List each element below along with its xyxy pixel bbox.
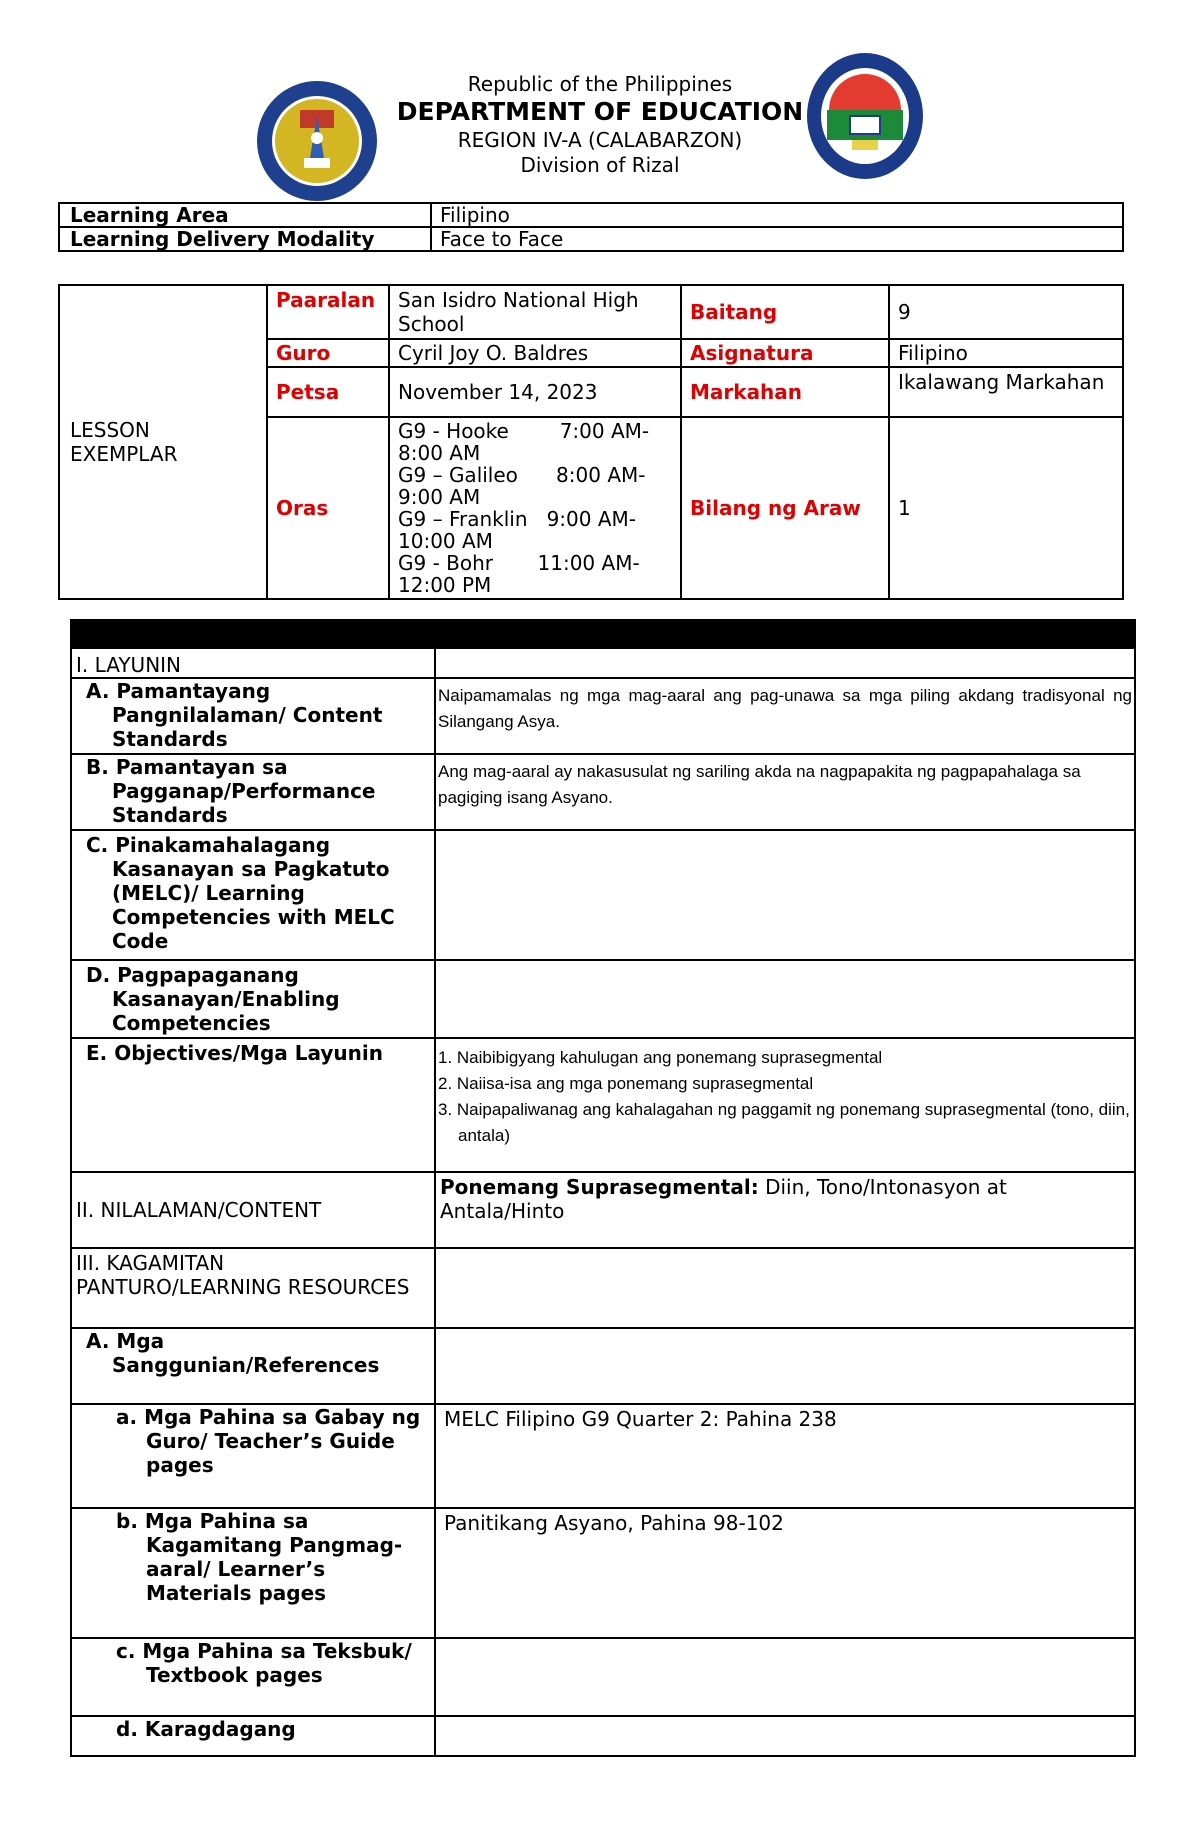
- teachers-guide-label: [76, 1405, 430, 1477]
- nilalaman-details: Diin, Tono/Intonasyon at Antala/Hinto: [440, 1175, 1007, 1223]
- markahan-label: Markahan: [681, 367, 889, 417]
- enabling-competencies-value: [435, 960, 1135, 1038]
- objectives-label: [76, 1041, 430, 1065]
- objectives-letter: E.: [86, 1041, 108, 1065]
- paaralan-label: Paaralan: [267, 285, 389, 339]
- region-line: REGION IV-A (CALABARZON): [457, 128, 743, 152]
- exemplar-table: [58, 284, 1124, 600]
- exemplar-title: LESSON EXEMPLAR: [59, 285, 267, 599]
- republic-line: Republic of the Philippines: [467, 72, 733, 96]
- content-standards-letter: A.: [86, 679, 110, 703]
- layunin-heading: I. LAYUNIN: [71, 648, 435, 678]
- melc-value: [435, 830, 1135, 960]
- oras-line: G9 - Hooke 7:00 AM-8:00 AM: [398, 419, 650, 465]
- learners-materials-letter: b.: [116, 1509, 138, 1533]
- textbook-letter: c.: [116, 1639, 136, 1663]
- paaralan-value: San Isidro National High School: [389, 285, 681, 339]
- objective-item: 1. Naibibigyang kahulugan ang ponemang suprasegmental: [438, 1048, 883, 1067]
- baitang-value: 9: [889, 285, 1123, 339]
- performance-standards-label: [76, 755, 430, 827]
- oras-schedule: [389, 417, 681, 599]
- additional-text: Karagdagang: [144, 1717, 296, 1741]
- learners-materials-label: [76, 1509, 430, 1605]
- petsa-value: November 14, 2023: [389, 367, 681, 417]
- lesson-table: [70, 619, 1136, 1757]
- nilalaman-heading: II. NILALAMAN/CONTENT: [71, 1172, 435, 1248]
- melc-label: [76, 833, 430, 953]
- objectives-text: Objectives/Mga Layunin: [114, 1041, 383, 1065]
- department-title: DEPARTMENT OF EDUCATION: [396, 97, 804, 126]
- teachers-guide-letter: a.: [116, 1405, 138, 1429]
- performance-standards-letter: B.: [86, 755, 109, 779]
- oras-line: G9 - Bohr 11:00 AM-12:00 PM: [398, 551, 640, 597]
- additional-letter: d.: [116, 1717, 138, 1741]
- petsa-label: Petsa: [267, 367, 389, 417]
- references-text: Mga Sanggunian/References: [112, 1329, 380, 1377]
- asignatura-label: Asignatura: [681, 339, 889, 367]
- markahan-value: Ikalawang Markahan: [889, 367, 1123, 417]
- enabling-competencies-label: [76, 963, 430, 1035]
- table-header-bar: [71, 620, 1135, 648]
- oras-line: G9 – Franklin 9:00 AM-10:00 AM: [398, 507, 637, 553]
- delivery-modality-label: Learning Delivery Modality: [59, 227, 431, 251]
- textbook-label: [76, 1639, 430, 1687]
- references-label: [76, 1329, 430, 1377]
- teachers-guide-value: MELC Filipino G9 Quarter 2: Pahina 238: [435, 1404, 1135, 1508]
- content-standards-text: Pamantayang Pangnilalaman/ Content Standards: [112, 679, 383, 751]
- guro-label: Guro: [267, 339, 389, 367]
- learning-area-row: [59, 203, 1123, 227]
- melc-text: Pinakamahalagang Kasanayan sa Pagkatuto (MELC)/ Learning Competencies with MELC Code: [112, 833, 395, 953]
- guro-value: Cyril Joy O. Baldres: [389, 339, 681, 367]
- objective-item: 3. Naipapaliwanag ang kahalagahan ng paggamit ng ponemang suprasegmental (tono, diin, antala): [438, 1100, 1130, 1145]
- enabling-competencies-text: Pagpapaganang Kasanayan/Enabling Competencies: [112, 963, 340, 1035]
- baitang-label: Baitang: [681, 285, 889, 339]
- nilalaman-value: [435, 1172, 1135, 1248]
- teachers-guide-text: Mga Pahina sa Gabay ng Guro/ Teacher’s Guide pages: [144, 1405, 421, 1477]
- content-standards-value: Naipamamalas ng mga mag-aaral ang pag-unawa sa mga piling akdang tradisyonal ng Silangang Asya.: [435, 678, 1135, 754]
- performance-standards-text: Pamantayan sa Pagganap/Performance Standards: [112, 755, 376, 827]
- enabling-competencies-letter: D.: [86, 963, 111, 987]
- learners-materials-text: Mga Pahina sa Kagamitang Pangmag-aaral/ Learner’s Materials pages: [144, 1509, 403, 1605]
- learning-area-label: Learning Area: [59, 203, 431, 227]
- content-standards-label: [76, 679, 430, 751]
- learners-materials-value: Panitikang Asyano, Pahina 98-102: [435, 1508, 1135, 1638]
- nilalaman-topic: Ponemang Suprasegmental:: [440, 1175, 759, 1199]
- delivery-modality-value: Face to Face: [431, 227, 1123, 251]
- learning-area-value: Filipino: [431, 203, 1123, 227]
- additional-label: [76, 1717, 430, 1741]
- kagamitan-heading: III. KAGAMITAN PANTURO/LEARNING RESOURCES: [71, 1248, 435, 1328]
- performance-standards-value: Ang mag-aaral ay nakasusulat ng sariling akda na nagpapakita ng pagpapahalaga sa pagiging isang Asyano.: [435, 754, 1135, 830]
- objectives-list: [438, 1045, 1132, 1149]
- textbook-value: [435, 1638, 1135, 1716]
- learning-area-table: [58, 202, 1124, 252]
- oras-line: G9 – Galileo 8:00 AM-9:00 AM: [398, 463, 646, 509]
- oras-label: Oras: [267, 417, 389, 599]
- objective-item: 2. Naiisa-isa ang mga ponemang suprasegmental: [438, 1074, 814, 1093]
- bilang-value: 1: [889, 417, 1123, 599]
- asignatura-value: Filipino: [889, 339, 1123, 367]
- melc-letter: C.: [86, 833, 109, 857]
- references-letter: A.: [86, 1329, 110, 1353]
- division-line: Division of Rizal: [520, 153, 680, 177]
- additional-value: [435, 1716, 1135, 1756]
- textbook-text: Mga Pahina sa Teksbuk/ Textbook pages: [142, 1639, 412, 1687]
- delivery-modality-row: [59, 227, 1123, 251]
- bilang-label: Bilang ng Araw: [681, 417, 889, 599]
